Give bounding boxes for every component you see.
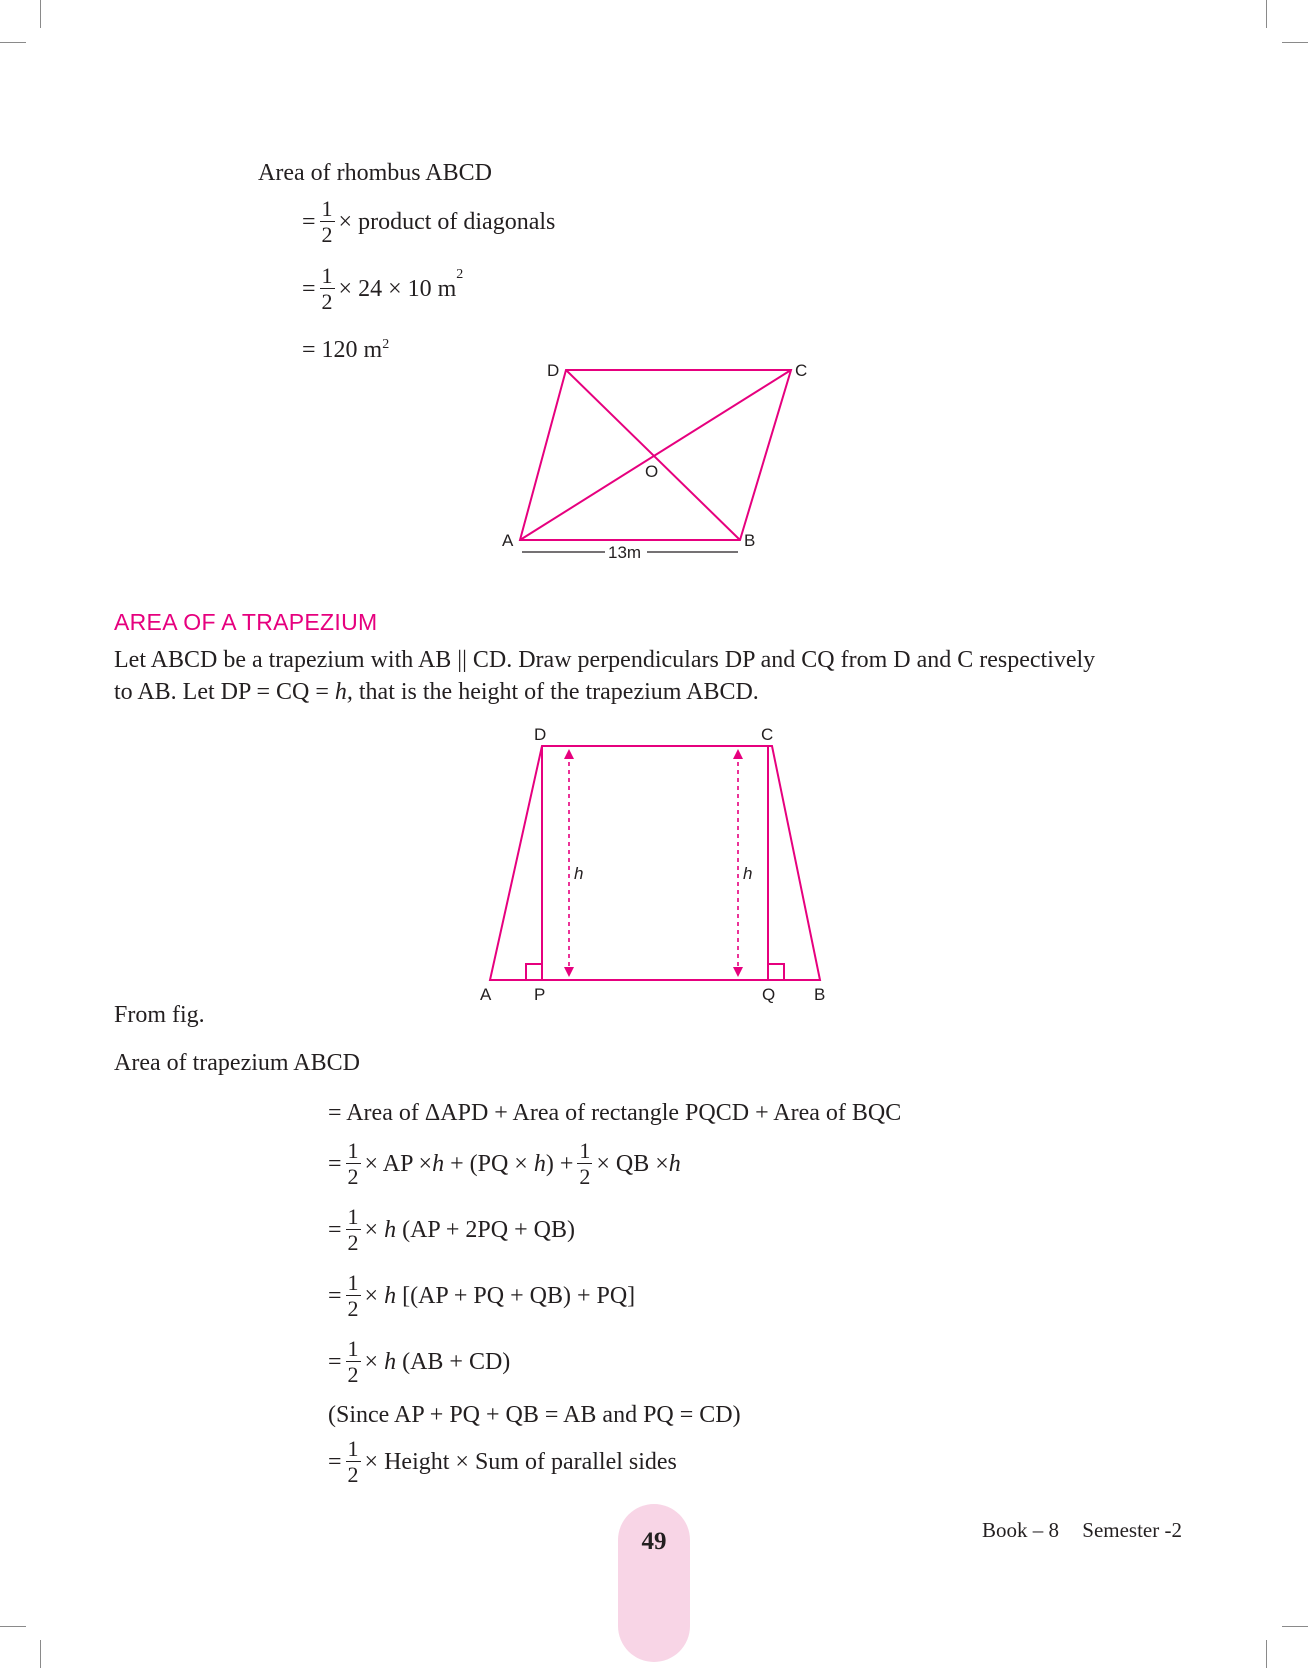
height-variable: h bbox=[384, 1216, 397, 1243]
step-text: + (PQ × bbox=[444, 1150, 534, 1177]
numerator: 1 bbox=[347, 1436, 359, 1461]
rhombus-step-3 bbox=[302, 330, 389, 365]
crop-mark-top-left-v bbox=[40, 0, 41, 28]
rhombus-figure bbox=[480, 350, 840, 570]
numerator: 1 bbox=[347, 1138, 359, 1163]
diagonal-db bbox=[566, 370, 740, 540]
trapezium-outline bbox=[490, 746, 820, 980]
trapezium-area-title: Area of trapezium ABCD bbox=[114, 1050, 360, 1076]
paragraph-line-1: Let ABCD be a trapezium with AB || CD. Draw perpendiculars DP and CQ from D and C respectively bbox=[114, 647, 1096, 673]
crop-mark-bottom-right-h bbox=[1282, 1626, 1308, 1627]
right-angle-mark-p bbox=[526, 964, 542, 980]
denominator: 2 bbox=[347, 1462, 359, 1487]
vertex-label-a: A bbox=[480, 985, 492, 1004]
fraction-half bbox=[320, 198, 335, 246]
page-number: 49 bbox=[641, 1528, 667, 1555]
rhombus-area-title: Area of rhombus ABCD bbox=[258, 160, 492, 186]
denominator: 2 bbox=[347, 1230, 359, 1255]
crop-mark-top-left-h bbox=[0, 42, 26, 43]
paragraph-line-2 bbox=[114, 677, 759, 707]
vertex-label-p: P bbox=[534, 985, 546, 1004]
fraction-half bbox=[577, 1140, 592, 1188]
denominator: 2 bbox=[321, 289, 333, 314]
equals-sign: = bbox=[328, 1448, 342, 1475]
denominator: 2 bbox=[579, 1164, 591, 1189]
rhombus-step-1 bbox=[302, 198, 555, 246]
step-text: × QB × bbox=[596, 1150, 669, 1177]
height-variable: h, bbox=[334, 679, 353, 705]
denominator: 2 bbox=[321, 222, 333, 247]
equals-sign: = bbox=[302, 275, 316, 302]
step-text: (AP + 2PQ + QB) bbox=[396, 1216, 575, 1243]
numerator: 1 bbox=[321, 263, 333, 288]
side-length-label: 13m bbox=[608, 543, 642, 562]
superscript: 2 bbox=[382, 337, 390, 352]
height-label-left: h bbox=[574, 864, 584, 883]
step-text: = 120 m bbox=[302, 337, 383, 363]
numerator: 1 bbox=[579, 1138, 591, 1163]
trapezium-figure bbox=[470, 718, 850, 1008]
denominator: 2 bbox=[347, 1296, 359, 1321]
step-text: × 24 × 10 m bbox=[338, 275, 457, 302]
semester-label: Semester -2 bbox=[1082, 1518, 1182, 1542]
fraction-half bbox=[346, 1338, 361, 1386]
crop-mark-bottom-left-h bbox=[0, 1626, 26, 1627]
step-text: × product of diagonals bbox=[338, 208, 556, 235]
from-fig-text: From fig. bbox=[114, 1002, 205, 1028]
derivation-step-4 bbox=[328, 1272, 635, 1320]
step-text: × bbox=[364, 1348, 385, 1375]
diagonal-ac bbox=[520, 370, 791, 540]
height-variable: h bbox=[384, 1282, 397, 1309]
vertex-label-d: D bbox=[534, 725, 547, 744]
crop-mark-top-right-h bbox=[1282, 42, 1308, 43]
height-variable: h bbox=[432, 1150, 445, 1177]
derivation-step-3 bbox=[328, 1206, 575, 1254]
step-text: × bbox=[364, 1282, 385, 1309]
fraction-half bbox=[320, 265, 335, 313]
height-variable: h bbox=[384, 1348, 397, 1375]
derivation-step-1: = Area of ΔAPD + Area of rectangle PQCD + Area of BQC bbox=[328, 1100, 902, 1126]
numerator: 1 bbox=[321, 196, 333, 221]
numerator: 1 bbox=[347, 1336, 359, 1361]
crop-mark-bottom-left-v bbox=[40, 1640, 41, 1668]
step-text: × AP × bbox=[364, 1150, 433, 1177]
equals-sign: = bbox=[328, 1150, 342, 1177]
vertex-label-c: C bbox=[795, 361, 808, 380]
derivation-step-5 bbox=[328, 1338, 510, 1386]
book-label: Book – 8 bbox=[982, 1518, 1060, 1542]
vertex-label-b: B bbox=[744, 531, 756, 550]
right-angle-mark-q bbox=[768, 964, 784, 980]
denominator: 2 bbox=[347, 1362, 359, 1387]
height-label-right: h bbox=[743, 864, 753, 883]
crop-mark-bottom-right-v bbox=[1266, 1640, 1267, 1668]
height-variable: h bbox=[668, 1150, 681, 1177]
section-heading: AREA OF A TRAPEZIUM bbox=[114, 609, 378, 635]
equals-sign: = bbox=[328, 1282, 342, 1309]
fraction-half bbox=[346, 1438, 361, 1486]
step-text: (AB + CD) bbox=[396, 1348, 511, 1375]
step-text: [(AP + PQ + QB) + PQ] bbox=[396, 1282, 636, 1309]
rhombus-step-2 bbox=[302, 265, 463, 313]
since-note: (Since AP + PQ + QB = AB and PQ = CD) bbox=[328, 1402, 741, 1428]
fraction-half bbox=[346, 1272, 361, 1320]
fraction-half bbox=[346, 1206, 361, 1254]
equals-sign: = bbox=[302, 208, 316, 235]
equals-sign: = bbox=[328, 1348, 342, 1375]
vertex-label-q: Q bbox=[762, 985, 776, 1004]
numerator: 1 bbox=[347, 1204, 359, 1229]
height-variable: h bbox=[533, 1150, 546, 1177]
vertex-label-a: A bbox=[502, 531, 514, 550]
step-text: × bbox=[364, 1216, 385, 1243]
step-text: ) + bbox=[545, 1150, 574, 1177]
footer-book-label bbox=[982, 1515, 1182, 1545]
paragraph-text: that is the height of the trapezium ABCD. bbox=[352, 679, 759, 705]
crop-mark-top-right-v bbox=[1266, 0, 1267, 28]
denominator: 2 bbox=[347, 1164, 359, 1189]
vertex-label-d: D bbox=[547, 361, 560, 380]
derivation-step-2 bbox=[328, 1140, 681, 1188]
vertex-label-c: C bbox=[761, 725, 774, 744]
vertex-label-o: O bbox=[645, 462, 659, 481]
derivation-step-6 bbox=[328, 1438, 677, 1486]
numerator: 1 bbox=[347, 1270, 359, 1295]
vertex-label-b: B bbox=[814, 985, 826, 1004]
fraction-half bbox=[346, 1140, 361, 1188]
equals-sign: = bbox=[328, 1216, 342, 1243]
paragraph-text: to AB. Let DP = CQ = bbox=[114, 679, 335, 705]
step-text: × Height × Sum of parallel sides bbox=[364, 1448, 677, 1475]
page-number-tab bbox=[618, 1504, 690, 1662]
superscript: 2 bbox=[456, 267, 464, 282]
